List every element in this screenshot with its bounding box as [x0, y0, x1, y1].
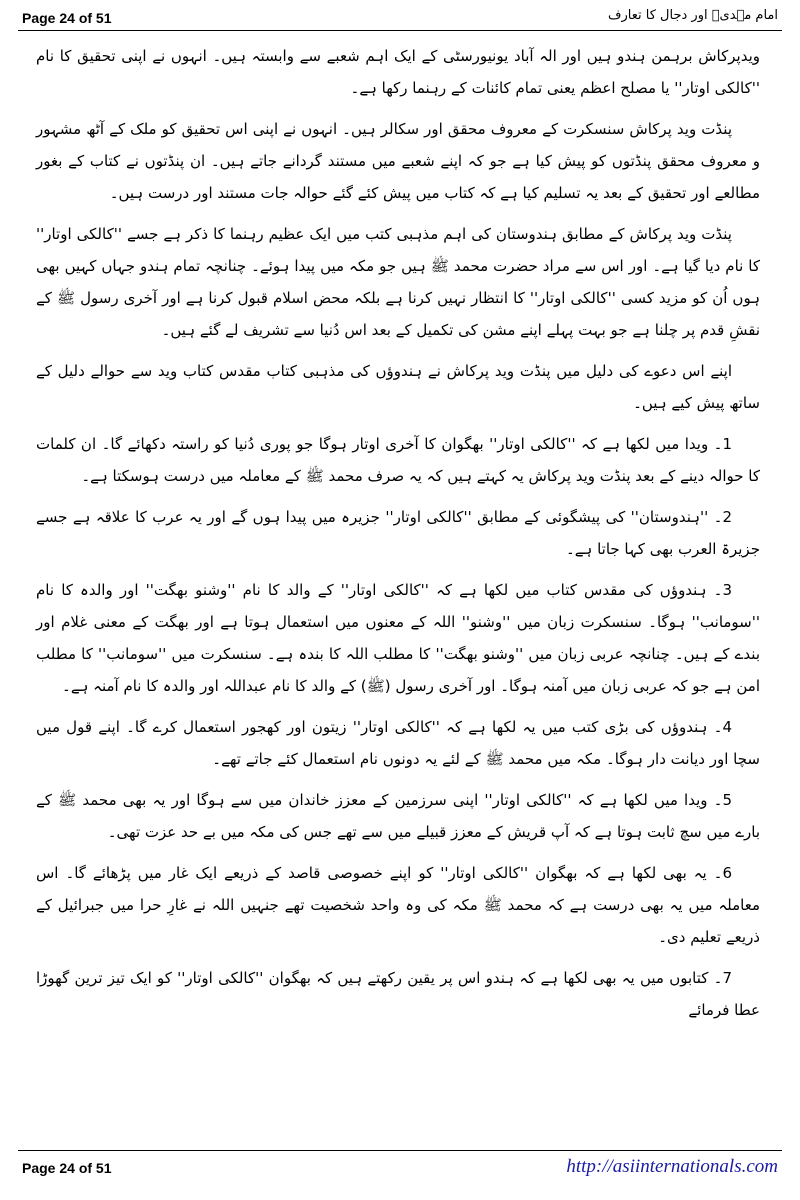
footer-divider — [18, 1150, 782, 1151]
numbered-point: 7۔ کتابوں میں یہ بھی لکھا ہے کہ ہندو اس پر یقین رکھتے ہیں کہ بھگوان ''کالکی اوتار'' کو ایک تیز ترین گھوڑا عطا فرمائے — [36, 969, 760, 1019]
numbered-point: 6۔ یہ بھی لکھا ہے کہ بھگوان ''کالکی اوتار'' کو اپنے خصوصی قاصد کے ذریعے ایک غار میں پڑھائے گا۔ اس معاملہ میں یہ بھی درست ہے کہ محمد ﷺ مکہ کی وہ واحد شخصیت تھے جنہیں اللہ نے غارِ حرا میں جبرائیل کے ذریعے تعلیم دی۔ — [36, 864, 760, 946]
numbered-point: 3۔ ہندوؤں کی مقدس کتاب میں لکھا ہے کہ ''کالکی اوتار'' کے والد کا نام ''وشنو بھگت'' اور والدہ کا نام ''سومانب'' ہوگا۔ سنسکرت زبان میں ''وشنو'' اللہ کے معنوں میں استعمال ہوتا ہے اور بھگت کے معنی غلام اور بندے کے ہیں۔ چنانچہ عربی زبان میں ''وشنو بھگت'' کا مطلب اللہ کا بندہ ہے۔ سنسکرت میں ''سومانب'' کا مطلب امن ہے جو کہ عربی زبان میں آمنہ ہوگا۔ اور آخری رسول (ﷺ) کے والد کا نام عبداللہ اور والدہ کا نام آمنہ ہے۔ — [36, 581, 760, 695]
header-title: امام مہدیؑ اور دجال کا تعارف — [608, 8, 778, 23]
page-number-footer: Page 24 of 51 — [22, 1160, 112, 1176]
numbered-point: 2۔ ''ہندوستان'' کی پیشگوئی کے مطابق ''کالکی اوتار'' جزیرہ میں پیدا ہوں گے اور یہ عرب کا علاقہ ہے جسے جزیرۃ العرب بھی کہا جاتا ہے۔ — [36, 508, 760, 558]
paragraph: اپنے اس دعوے کی دلیل میں پنڈت وید پرکاش نے ہندوؤں کی مذہبی کتاب مقدس کتاب وید سے حوالے دلیل کے ساتھ پیش کیے ہیں۔ — [36, 362, 760, 412]
numbered-point: 4۔ ہندوؤں کی بڑی کتب میں یہ لکھا ہے کہ ''کالکی اوتار'' زیتون اور کھجور استعمال کرے گا۔ اپنے قول میں سچا اور دیانت دار ہوگا۔ مکہ میں محمد ﷺ کے لئے یہ دونوں نام استعمال کئے جاتے تھے۔ — [36, 718, 760, 768]
page-number-header: Page 24 of 51 — [22, 10, 112, 26]
page-body — [36, 40, 760, 1035]
header-divider — [18, 30, 782, 31]
website-link[interactable]: http://asiinternationals.com — [566, 1156, 778, 1177]
paragraph: پنڈت وید پرکاش سنسکرت کے معروف محقق اور سکالر ہیں۔ انہوں نے اپنی اس تحقیق کو ملک کے آٹھ مشہور و معروف محقق پنڈتوں کو پیش کیا ہے جو کہ اپنے شعبے میں مستند گردانے جاتے ہیں۔ ان پنڈتوں نے کتاب کے بغور مطالعے اور تحقیق کے بعد یہ تسلیم کیا ہے کہ کتاب میں پیش کئے گئے حوالہ جات مستند اور درست ہیں۔ — [36, 120, 760, 202]
numbered-point: 1۔ ویدا میں لکھا ہے کہ ''کالکی اوتار'' بھگوان کا آخری اوتار ہوگا جو پوری دُنیا کو راستہ دکھائے گا۔ ان کلمات کا حوالہ دینے کے بعد پنڈت وید پرکاش یہ کہتے ہیں کہ یہ صرف محمد ﷺ کے معاملہ میں درست ہوسکتا ہے۔ — [36, 435, 760, 485]
numbered-point: 5۔ ویدا میں لکھا ہے کہ ''کالکی اوتار'' اپنی سرزمین کے معزز خاندان میں سے ہوگا اور یہ بھی محمد ﷺ کے بارے میں سچ ثابت ہوتا ہے کہ آپ قریش کے معزز قبیلے میں سے تھے جس کی مکہ میں بے حد عزت تھی۔ — [36, 791, 760, 841]
paragraph: پنڈت وید پرکاش کے مطابق ہندوستان کی اہم مذہبی کتب میں ایک عظیم رہنما کا ذکر ہے جسے ''کالکی اوتار'' کا نام دیا گیا ہے۔ اور اس سے مراد حضرت محمد ﷺ ہیں جو مکہ میں پیدا ہوئے۔ چنانچہ تمام ہندو جہاں کہیں بھی ہوں اُن کو مزید کسی ''کالکی اوتار'' کا انتظار نہیں کرنا ہے بلکہ محض اسلام قبول کرنا ہے اور آخری رسول ﷺ کے نقشِ قدم پر چلنا ہے جو بہت پہلے اپنے مشن کی تکمیل کے بعد اس دُنیا سے تشریف لے گئے ہیں۔ — [36, 225, 760, 339]
paragraph: ویدپرکاش برہمن ہندو ہیں اور الہ آباد یونیورسٹی کے ایک اہم شعبے سے وابستہ ہیں۔ انہوں نے اپنی تحقیق کا نام ''کالکی اوتار'' یا مصلح اعظم یعنی تمام کائنات کے رہنما رکھا ہے۔ — [36, 47, 760, 97]
